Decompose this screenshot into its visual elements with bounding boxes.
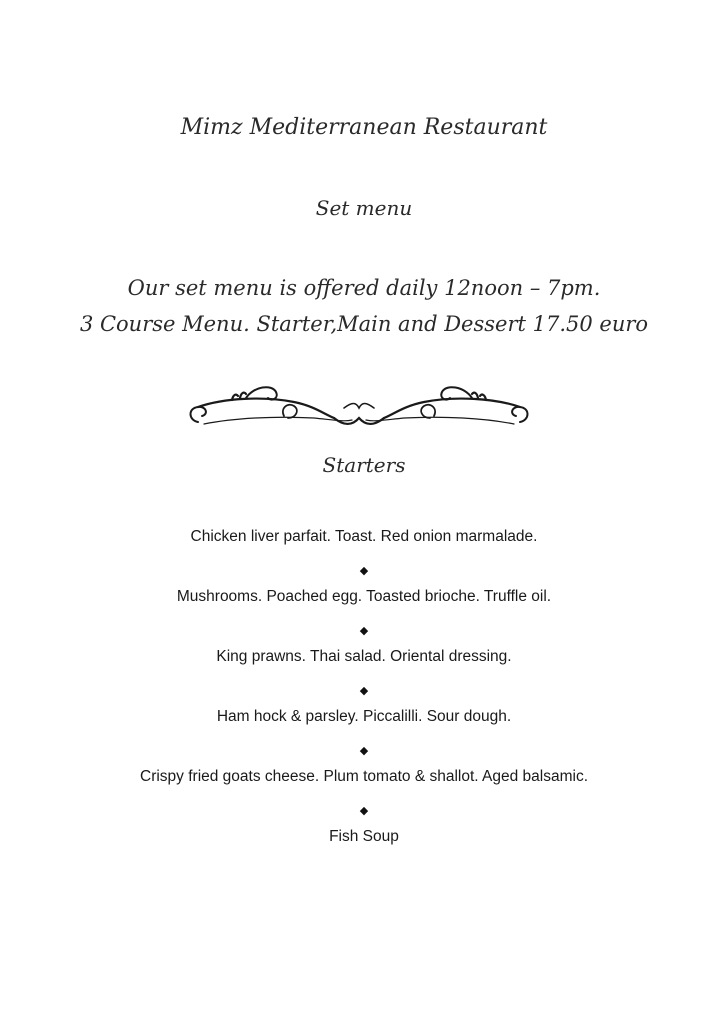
diamond-separator-icon: ◆ bbox=[359, 805, 369, 817]
scroll-flourish-icon bbox=[184, 378, 534, 438]
diamond-separator-icon: ◆ bbox=[359, 565, 369, 577]
starter-item: Crispy fried goats cheese. Plum tomato & shallot. Aged balsamic. bbox=[140, 768, 588, 785]
intro-line-price: 3 Course Menu. Starter,Main and Dessert 17.50 euro bbox=[79, 312, 649, 336]
starters-heading: Starters bbox=[322, 453, 406, 477]
starter-item-fish-soup: Fish Soup bbox=[329, 828, 399, 845]
intro-text bbox=[0, 270, 728, 342]
menu-title: Set menu bbox=[315, 196, 413, 220]
intro-line-hours: Our set menu is offered daily 12noon – 7pm. bbox=[127, 276, 601, 300]
diamond-separator-icon: ◆ bbox=[359, 625, 369, 637]
starter-item: Ham hock & parsley. Piccalilli. Sour dough. bbox=[216, 708, 512, 725]
diamond-separator-icon: ◆ bbox=[359, 685, 369, 697]
starter-item: Mushrooms. Poached egg. Toasted brioche. Truffle oil. bbox=[176, 588, 552, 605]
starter-item: King prawns. Thai salad. Oriental dressing. bbox=[216, 648, 512, 665]
diamond-separator-icon: ◆ bbox=[359, 745, 369, 757]
starter-item: Chicken liver parfait. Toast. Red onion marmalade. bbox=[190, 528, 538, 545]
starters-list bbox=[0, 526, 728, 826]
restaurant-name: Mimz Mediterranean Restaurant bbox=[180, 115, 548, 140]
